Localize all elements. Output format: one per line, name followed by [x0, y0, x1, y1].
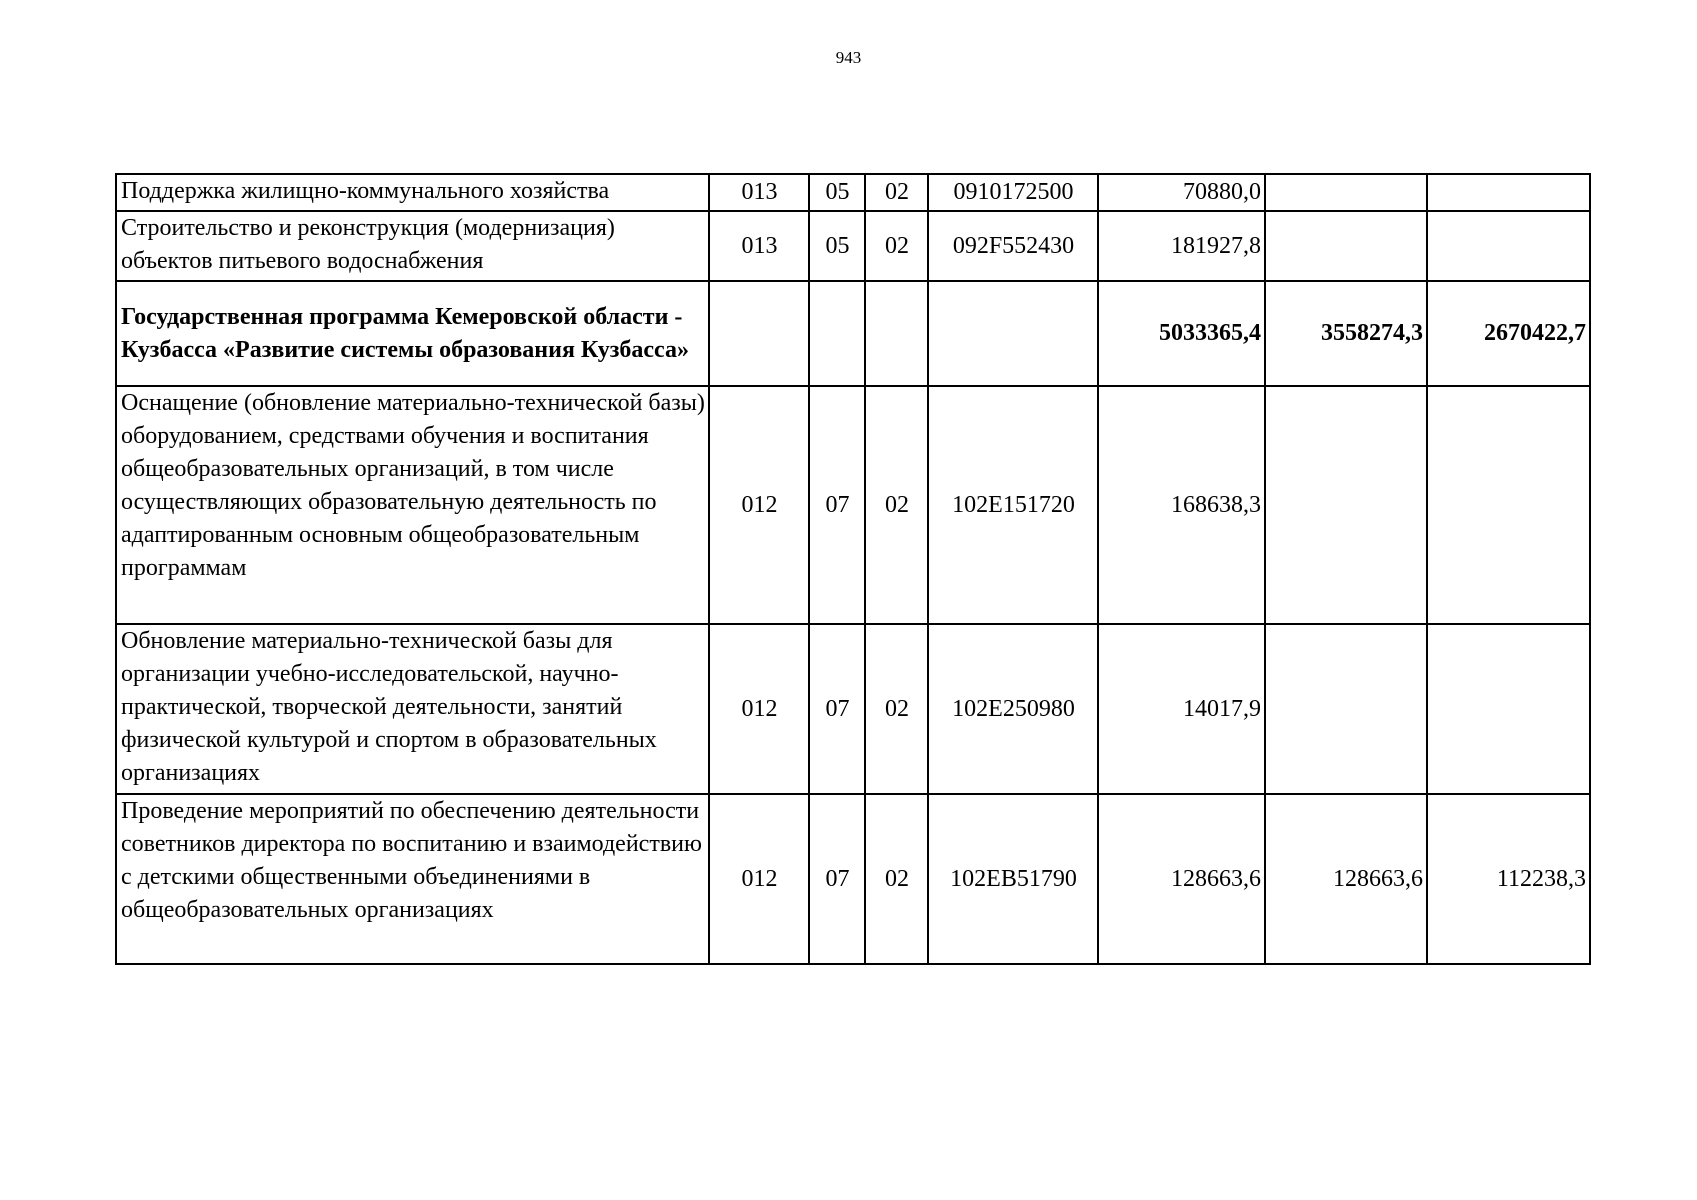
- table-row: [116, 794, 1590, 964]
- amount-2: 3558274,3: [1265, 281, 1427, 386]
- amount-2: [1265, 174, 1427, 211]
- target-article: 0910172500: [928, 174, 1098, 211]
- row-name: Поддержка жилищно-коммунального хозяйства: [116, 174, 709, 211]
- target-article: [928, 281, 1098, 386]
- amount-1: 181927,8: [1098, 211, 1265, 281]
- row-name: Государственная программа Кемеровской области - Кузбасса «Развитие системы образования Кузбасса»: [116, 281, 709, 386]
- page-number: 943: [835, 48, 862, 67]
- amount-2: [1265, 624, 1427, 794]
- table-row: [116, 281, 1590, 386]
- section-code: 07: [809, 386, 865, 624]
- section-code: [809, 281, 865, 386]
- subsection-code: 02: [865, 624, 928, 794]
- amount-3: [1427, 624, 1590, 794]
- section-code: 07: [809, 794, 865, 964]
- ministry-code: 013: [709, 174, 809, 211]
- ministry-code: [709, 281, 809, 386]
- ministry-code: 012: [709, 386, 809, 624]
- amount-1: 14017,9: [1098, 624, 1265, 794]
- row-name: Строительство и реконструкция (модернизация) объектов питьевого водоснабжения: [116, 211, 709, 281]
- target-article: 092F552430: [928, 211, 1098, 281]
- table-row: [116, 211, 1590, 281]
- target-article: 102E151720: [928, 386, 1098, 624]
- section-code: 05: [809, 174, 865, 211]
- ministry-code: 013: [709, 211, 809, 281]
- row-name: Оснащение (обновление материально-технической базы) оборудованием, средствами обучения и воспитания общеобразовательных организаций, в том числе осуществляющих образовательную деятельность по адаптированным основным общеобразовательным программам: [116, 386, 709, 624]
- subsection-code: [865, 281, 928, 386]
- amount-2: 128663,6: [1265, 794, 1427, 964]
- amount-3: 2670422,7: [1427, 281, 1590, 386]
- ministry-code: 012: [709, 794, 809, 964]
- budget-table: [115, 173, 1591, 965]
- amount-1: 168638,3: [1098, 386, 1265, 624]
- row-name: Проведение мероприятий по обеспечению деятельности советников директора по воспитанию и взаимодействию с детскими общественными объединениями в общеобразовательных организациях: [116, 794, 709, 964]
- amount-3: [1427, 386, 1590, 624]
- target-article: 102E250980: [928, 624, 1098, 794]
- amount-2: [1265, 386, 1427, 624]
- table-row: [116, 386, 1590, 624]
- amount-3: 112238,3: [1427, 794, 1590, 964]
- row-name: Обновление материально-технической базы для организации учебно-исследовательской, научно-практической, творческой деятельности, занятий физической культурой и спортом в образовательных организациях: [116, 624, 709, 794]
- amount-3: [1427, 211, 1590, 281]
- amount-3: [1427, 174, 1590, 211]
- table-row: [116, 174, 1590, 211]
- amount-1: 5033365,4: [1098, 281, 1265, 386]
- subsection-code: 02: [865, 211, 928, 281]
- amount-1: 128663,6: [1098, 794, 1265, 964]
- subsection-code: 02: [865, 174, 928, 211]
- amount-1: 70880,0: [1098, 174, 1265, 211]
- section-code: 07: [809, 624, 865, 794]
- amount-2: [1265, 211, 1427, 281]
- ministry-code: 012: [709, 624, 809, 794]
- target-article: 102EB51790: [928, 794, 1098, 964]
- section-code: 05: [809, 211, 865, 281]
- table-row: [116, 624, 1590, 794]
- subsection-code: 02: [865, 794, 928, 964]
- subsection-code: 02: [865, 386, 928, 624]
